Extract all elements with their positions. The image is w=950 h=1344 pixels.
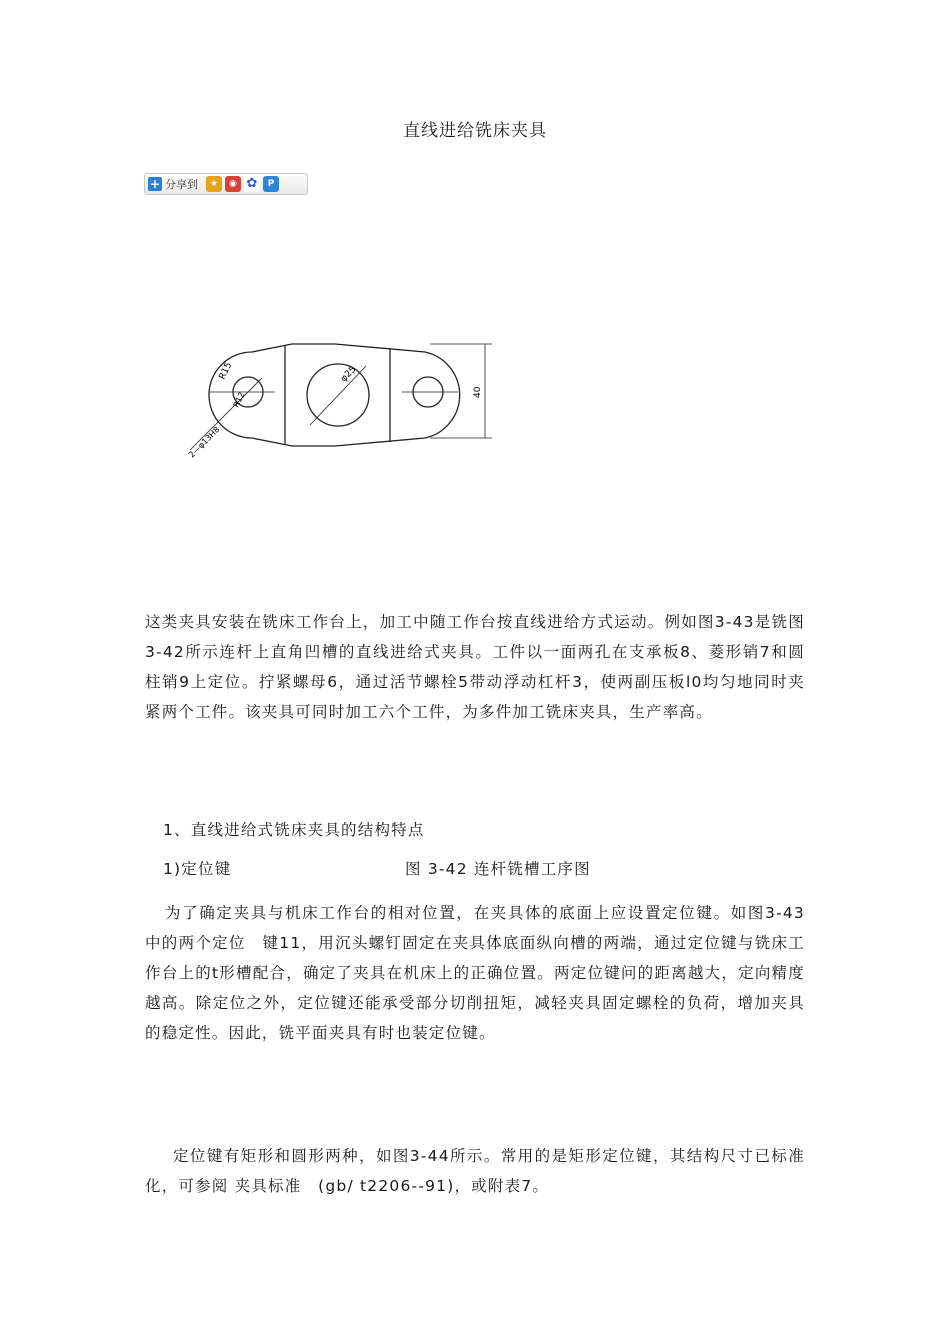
baidu-icon[interactable]: ✿ <box>244 176 260 192</box>
connecting-rod-drawing <box>180 330 510 470</box>
dim-d25: φ25 <box>339 364 359 385</box>
dim-40: 40 <box>473 386 483 398</box>
dim-holes: 2—φ13H8 <box>187 425 222 460</box>
share-bar[interactable] <box>144 173 308 195</box>
plus-icon[interactable]: + <box>149 177 161 191</box>
weibo-icon[interactable]: ◉ <box>225 176 241 192</box>
paragraph-2: 为了确定夹具与机床工作台的相对位置，在夹具体的底面上应设置定位键。如图3-43中的两个定位 键11，用沉头螺钉固定在夹具体底面纵向槽的两端，通过定位键与铣床工作台上的t形槽配合，确定了夹具在机床上的正确位置。两定位键问的距离越大，定向精度越高。除定位之外，定位键还能承受部分切削扭矩，减轻夹具固定螺栓的负荷，增加夹具的稳定性。因此，铣平面夹具有时也装定位键。 <box>145 904 805 1042</box>
rod-outline <box>209 344 460 446</box>
figure-caption: 图 3-42 连杆铣槽工序图 <box>405 860 591 878</box>
dim-r12: R12 <box>231 390 247 409</box>
share-label[interactable]: 分享到 <box>165 178 198 191</box>
dim-r15: R15 <box>217 360 235 382</box>
paragraph-3: 定位键有矩形和圆形两种，如图3-44所示。常用的是矩形定位键，其结构尺寸已标准化，可参阅 夹具标准 (gb/ t2206--91)，或附表7。 <box>145 1147 805 1195</box>
pengyou-icon[interactable]: P <box>263 176 279 192</box>
subsection-heading: 1)定位键 <box>163 860 232 878</box>
page-title: 直线进给铣床夹具 <box>403 121 547 141</box>
paragraph-1: 这类夹具安装在铣床工作台上，加工中随工作台按直线进给方式运动。例如图3-43是铣图3-42所示连杆上直角凹槽的直线进给式夹具。工件以一面两孔在支承板8、菱形销7和圆柱销9上定位。拧紧螺母6，通过活节螺栓5带动浮动杠杆3，使两副压板l0均匀地同时夹紧两个工件。该夹具可同时加工六个工件，为多件加工铣床夹具，生产率高。 <box>145 613 805 721</box>
section-heading: 1、直线进给式铣床夹具的结构特点 <box>163 821 425 839</box>
qzone-icon[interactable]: ★ <box>206 176 222 192</box>
